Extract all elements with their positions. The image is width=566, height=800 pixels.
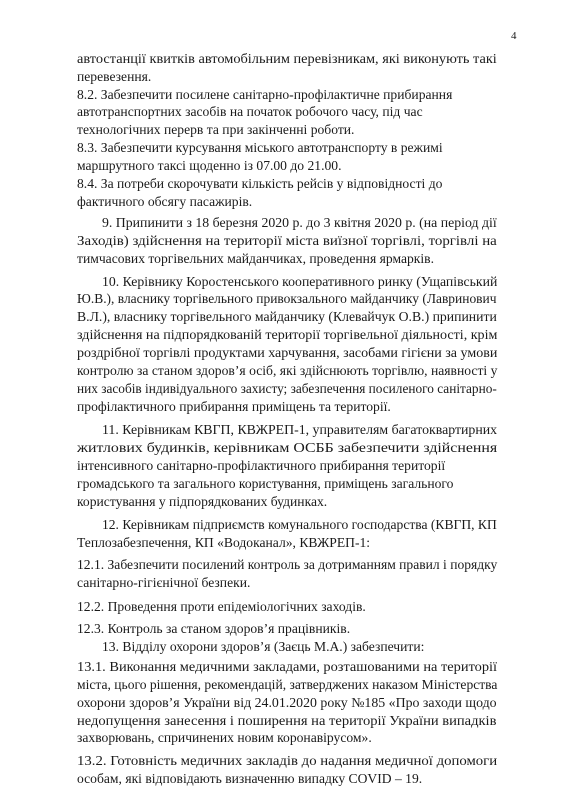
body-text-line: здійснення на підпорядкованій території торгівельної діяльності, крім bbox=[77, 327, 498, 342]
body-text-line: Теплозабезпечення, КП «Водоканал», КВЖРЕП-1: bbox=[77, 535, 371, 550]
body-text-line: перевезення. bbox=[77, 69, 152, 84]
body-text-line: санітарно-гігієнічної безпеки. bbox=[77, 575, 251, 590]
body-text-line: 8.3. Забезпечити курсування міського автотранспорту в режимі bbox=[77, 140, 443, 155]
body-text-line: особам, які відповідають визначенню випадку COVID – 19. bbox=[77, 771, 423, 786]
body-text-line: 9. Припинити з 18 березня 2020 р. до 3 квітня 2020 р. (на період дії bbox=[102, 215, 497, 230]
body-text-line: фактичного обсягу пасажирів. bbox=[77, 194, 253, 209]
body-text-line: 12.3. Контроль за станом здоров’я працівників. bbox=[77, 621, 351, 636]
body-text-line: автотранспортних засобів на початок робочого часу, під час bbox=[77, 104, 423, 119]
body-text-line: охорони здоров’я України від 24.01.2020 року №185 «Про заходи щодо bbox=[77, 695, 497, 710]
body-text-line: автостанції квитків автомобільним перевізникам, які виконують такі bbox=[77, 51, 497, 66]
body-text-line: роздрібної торгівлі продуктами харчування, засобами гігієни за умови bbox=[77, 345, 498, 360]
body-text-line: недопущення занесення і поширення на території України випадків bbox=[77, 713, 497, 728]
body-text-line: 13.2. Готовність медичних закладів до надання медичної допомоги bbox=[77, 753, 498, 768]
body-text-line: 13. Відділу охорони здоров’я (Заєць М.А.) забезпечити: bbox=[102, 639, 425, 654]
page-number: 4 bbox=[511, 30, 517, 42]
body-text-line: житлових будинків, керівникам ОСББ забезпечити здійснення bbox=[77, 440, 498, 455]
body-text-line: 13.1. Виконання медичними закладами, розташованими на території bbox=[77, 659, 498, 674]
body-text-line: Ю.В.), власнику торгівельного привокзального майданчику (Лавринович bbox=[77, 291, 497, 306]
body-text-line: 12. Керівникам підприємств комунального господарства (КВГП, КП bbox=[102, 517, 497, 532]
body-text-line: контролю за станом здоров’я осіб, які здійснюють торгівлю, наявності у bbox=[77, 363, 498, 378]
body-text-line: 10. Керівнику Коростенського кооперативного ринку (Ущапівський bbox=[102, 274, 498, 289]
body-text-line: 8.2. Забезпечити посилене санітарно-профілактичне прибирання bbox=[77, 87, 453, 102]
body-text-line: тимчасових торгівельних майданчиках, проведення ярмарків. bbox=[77, 251, 434, 266]
body-text-line: 12.2. Проведення проти епідеміологічних заходів. bbox=[77, 599, 366, 614]
body-text-line: 8.4. За потреби скорочувати кількість рейсів у відповідності до bbox=[77, 176, 443, 191]
body-text-line: маршрутного таксі щоденно із 07.00 до 21.00. bbox=[77, 158, 342, 173]
body-text-line: міста, цього рішення, рекомендацій, затверджених наказом Міністерства bbox=[77, 677, 498, 692]
body-text-line: них засобів індивідуального захисту; забезпечення посиленого санітарно- bbox=[77, 381, 497, 396]
body-text-line: профілактичного прибирання приміщень та території. bbox=[77, 399, 391, 414]
body-text-line: захворювань, спричинених новим коронавірусом». bbox=[77, 730, 372, 745]
body-text-line: користування у підпорядкованих будинках. bbox=[77, 494, 328, 509]
body-text-line: В.Л.), власнику торгівельного майданчику (Клевайчук О.В.) припинити bbox=[77, 309, 497, 324]
body-text-line: Заходів) здійснення на території міста виїзної торгівлі, торгівлі на bbox=[77, 233, 497, 248]
body-text-line: технологічних перерв та при закінченні роботи. bbox=[77, 122, 355, 137]
body-text-line: громадського та загального користування, приміщень загального bbox=[77, 476, 454, 491]
body-text-line: інтенсивного санітарно-профілактичного прибирання території bbox=[77, 458, 446, 473]
body-text-line: 12.1. Забезпечити посилений контроль за дотриманням правил і порядку bbox=[77, 557, 498, 572]
body-text-line: 11. Керівникам КВГП, КВЖРЕП-1, управителям багатоквартирних bbox=[102, 422, 498, 437]
